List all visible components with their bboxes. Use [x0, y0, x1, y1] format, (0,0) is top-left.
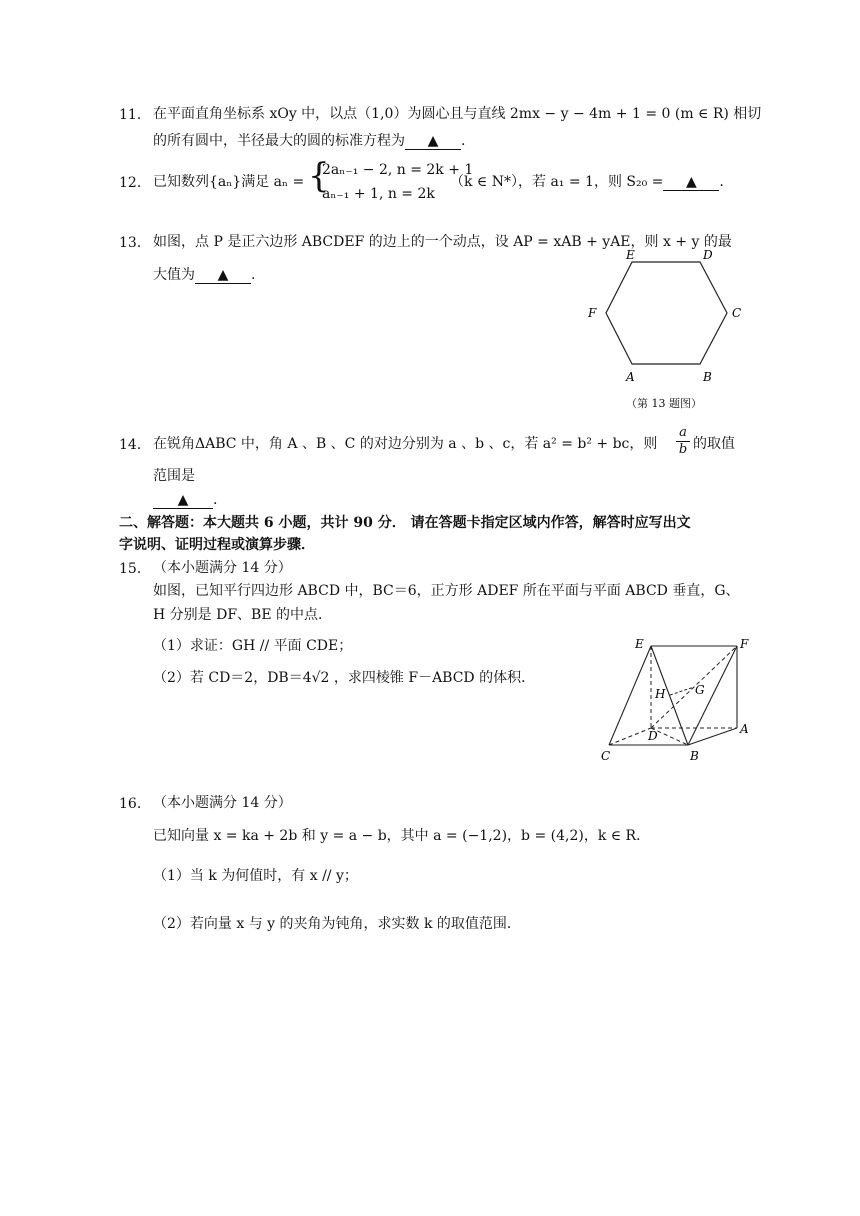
q14-number: 14．	[119, 437, 151, 453]
q15-line2: H 分别是 DF、BE 的中点．	[153, 607, 333, 623]
q16-head: （本小题满分 14 分）	[153, 795, 292, 811]
q12-case2: aₙ₋₁ + 1, n = 2k	[322, 186, 435, 202]
q14-fraction-numerator: a	[676, 425, 690, 442]
hexagon-outline	[606, 262, 727, 364]
q14-line1-end: 的取值	[693, 436, 735, 452]
q16-number: 16．	[119, 796, 151, 812]
q13-end: .	[251, 267, 256, 283]
q16-line1: 已知向量 x = ka + 2b 和 y = a − b，其中 a = (−1,2)，b = (4,2)，k ∈ R．	[153, 828, 651, 844]
q11-answer-blank: ▲	[405, 133, 461, 150]
prism-label-c: C	[601, 749, 611, 763]
q12-condition: （k ∈ N*），若 a₁ = 1，则 S₂₀ =	[450, 174, 664, 190]
prism-label-g: G	[695, 683, 705, 697]
q14-line2: 范围是	[153, 468, 195, 484]
q11-number: 11．	[119, 107, 151, 123]
q12-prefix: 已知数列{aₙ}满足 aₙ =	[153, 174, 305, 190]
q14-fraction	[676, 425, 690, 458]
q14-line1: 在锐角ΔABC 中，角 A 、B 、C 的对边分别为 a 、b 、c，若 a² = b² + bc，则	[153, 436, 658, 452]
q13-line1: 如图，点 P 是正六边形 ABCDEF 的边上的一个动点，设 AP = xAB + yAE，则 x + y 的最	[153, 234, 732, 250]
segment-gh	[670, 687, 694, 695]
hexagon-label-c: C	[732, 306, 742, 320]
hexagon-label-b: B	[703, 370, 712, 384]
prism-label-e: E	[635, 637, 644, 651]
prism-figure	[595, 632, 760, 767]
prism-label-b: B	[690, 749, 699, 763]
section2-heading-line2: 字说明、证明过程或演算步骤．	[119, 537, 315, 553]
q12-case1: 2aₙ₋₁ − 2, n = 2k + 1	[322, 162, 474, 178]
q14-line3	[153, 490, 217, 510]
q12-suffix	[450, 172, 724, 192]
hexagon-label-f: F	[588, 306, 597, 320]
hexagon-figure	[580, 245, 750, 390]
q15-line1: 如图，已知平行四边形 ABCD 中，BC＝6，正方形 ADEF 所在平面与平面 ABCD 垂直，G、	[153, 583, 740, 599]
q12-brace: {	[308, 156, 330, 196]
section2-heading-line1: 二、解答题：本大题共 6 小题，共计 90 分． 请在答题卡指定区域内作答，解答时应写出文	[119, 515, 691, 531]
prism-label-a: A	[740, 722, 749, 736]
q14-fraction-denominator: b	[678, 442, 688, 457]
q15-part2: （2）若 CD＝2，DB＝4√2 ，求四棱锥 F－ABCD 的体积．	[153, 670, 536, 686]
q13-figure-caption: （第 13 题图）	[626, 397, 702, 410]
prism-label-h: H	[655, 687, 666, 701]
q11-line1: 在平面直角坐标系 xOy 中，以点（1,0）为圆心且与直线 2mx − y − 4m + 1 = 0 (m ∈ R) 相切	[153, 106, 762, 122]
q11-end: .	[461, 133, 466, 149]
q12-end: .	[719, 174, 724, 190]
q16-part1: （1）当 k 为何值时，有 x // y；	[153, 868, 358, 884]
q15-head: （本小题满分 14 分）	[153, 560, 292, 576]
q15-number: 15．	[119, 561, 151, 577]
q13-line2-text: 大值为	[153, 267, 195, 283]
hexagon-label-e: E	[626, 248, 635, 262]
q13-number: 13．	[119, 235, 151, 251]
q14-end: .	[213, 492, 218, 508]
hexagon-label-d: D	[703, 248, 713, 262]
hexagon-label-a: A	[626, 370, 635, 384]
prism-label-d: D	[648, 729, 658, 743]
q16-part2: （2）若向量 x 与 y 的夹角为钝角，求实数 k 的取值范围．	[153, 916, 521, 932]
q14-answer-blank: ▲	[153, 492, 213, 509]
q11-line2	[153, 131, 465, 151]
q11-line2-text: 的所有圆中，半径最大的圆的标准方程为	[153, 133, 405, 149]
q15-part1: （1）求证：GH // 平面 CDE；	[153, 638, 353, 654]
q12-answer-blank: ▲	[663, 174, 719, 191]
q12-number: 12．	[119, 175, 151, 191]
prism-label-f: F	[740, 637, 749, 651]
q13-line2	[153, 265, 255, 285]
q13-answer-blank: ▲	[195, 267, 251, 284]
